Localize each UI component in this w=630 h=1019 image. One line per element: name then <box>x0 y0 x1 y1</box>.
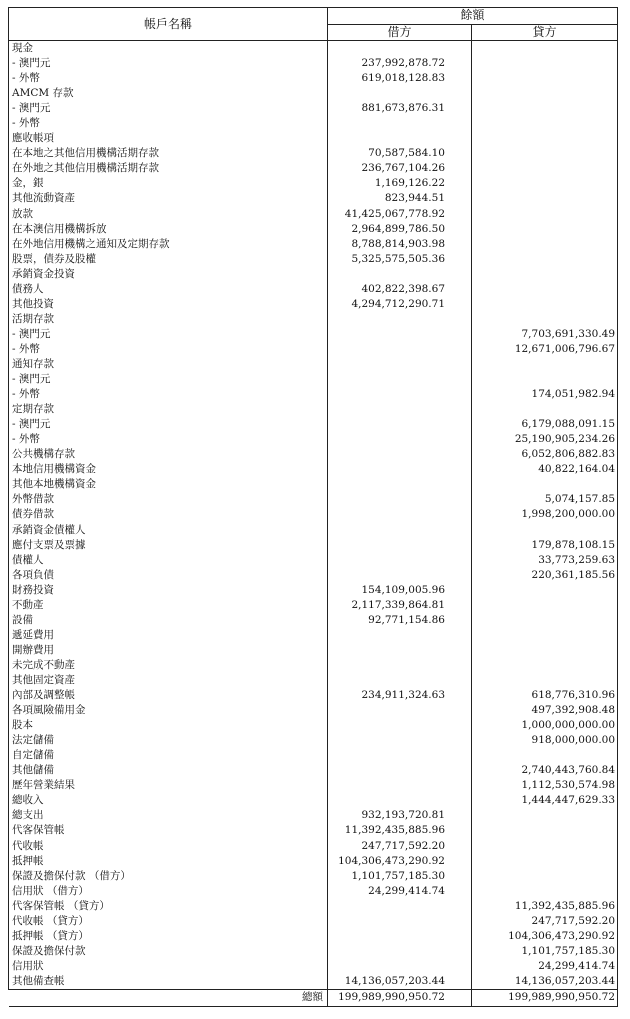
table-row <box>9 327 618 342</box>
table-row <box>9 191 618 206</box>
debit-cell: 104,306,473,290.92 <box>328 854 472 869</box>
account-name-cell: - 外幣 <box>9 387 328 402</box>
debit-header: 借方 <box>328 24 472 41</box>
table-row <box>9 207 618 222</box>
account-name-cell: 總支出 <box>9 808 328 823</box>
account-name-cell: - 澳門元 <box>9 56 328 71</box>
account-name-cell: 在本地之其他信用機構活期存款 <box>9 146 328 161</box>
debit-cell <box>328 643 472 658</box>
account-name-cell: 放款 <box>9 207 328 222</box>
account-name-cell: 代客保管帳 （貸方） <box>9 899 328 914</box>
trial-balance-sheet <box>8 7 617 1007</box>
debit-cell <box>328 778 472 793</box>
debit-cell <box>328 402 472 417</box>
account-name-cell: - 澳門元 <box>9 101 328 116</box>
credit-cell <box>472 628 618 643</box>
account-name-cell: 金，銀 <box>9 176 328 191</box>
table-row <box>9 628 618 643</box>
debit-cell <box>328 628 472 643</box>
debit-cell: 619,018,128.83 <box>328 71 472 86</box>
credit-cell <box>472 854 618 869</box>
credit-cell <box>472 161 618 176</box>
debit-cell: 247,717,592.20 <box>328 838 472 853</box>
debit-cell: 8,788,814,903.98 <box>328 237 472 252</box>
account-name-cell: 抵押帳 <box>9 854 328 869</box>
credit-cell <box>472 237 618 252</box>
table-row <box>9 673 618 688</box>
credit-cell <box>472 357 618 372</box>
table-row <box>9 808 618 823</box>
debit-cell <box>328 372 472 387</box>
account-name-cell: 不動產 <box>9 598 328 613</box>
table-row <box>9 538 618 553</box>
table-row <box>9 146 618 161</box>
credit-cell <box>472 823 618 838</box>
table-row <box>9 357 618 372</box>
balance-header: 餘額 <box>328 8 618 25</box>
account-name-cell: 現金 <box>9 41 328 57</box>
debit-cell: 2,964,899,786.50 <box>328 222 472 237</box>
credit-cell: 6,052,806,882.83 <box>472 447 618 462</box>
debit-cell <box>328 538 472 553</box>
debit-cell: 881,673,876.31 <box>328 101 472 116</box>
account-name-cell: 其他流動資產 <box>9 191 328 206</box>
table-row <box>9 598 618 613</box>
table-row <box>9 161 618 176</box>
table-row <box>9 312 618 327</box>
table-row <box>9 929 618 944</box>
account-name-cell: 法定儲備 <box>9 733 328 748</box>
credit-cell <box>472 191 618 206</box>
account-name-cell: 在外地之其他信用機構活期存款 <box>9 161 328 176</box>
account-name-cell: 保證及擔保付款 <box>9 944 328 959</box>
account-name-cell: 承銷資金債權人 <box>9 523 328 538</box>
credit-cell <box>472 86 618 101</box>
account-name-cell: 應收帳項 <box>9 131 328 146</box>
total-debit: 199,989,990,950.72 <box>328 989 472 1006</box>
debit-cell <box>328 131 472 146</box>
account-name-cell: 股本 <box>9 718 328 733</box>
table-row <box>9 56 618 71</box>
table-row <box>9 884 618 899</box>
debit-cell <box>328 718 472 733</box>
table-row <box>9 477 618 492</box>
account-name-cell: 應付支票及票據 <box>9 538 328 553</box>
debit-cell <box>328 658 472 673</box>
table-row <box>9 282 618 297</box>
table-row <box>9 402 618 417</box>
account-name-cell: 各項風險備用金 <box>9 703 328 718</box>
debit-cell <box>328 733 472 748</box>
credit-cell: 918,000,000.00 <box>472 733 618 748</box>
account-name-cell: 遞延費用 <box>9 628 328 643</box>
debit-cell: 237,992,878.72 <box>328 56 472 71</box>
credit-cell <box>472 808 618 823</box>
table-row <box>9 116 618 131</box>
table-row <box>9 703 618 718</box>
debit-cell <box>328 342 472 357</box>
credit-cell: 6,179,088,091.15 <box>472 417 618 432</box>
debit-cell: 41,425,067,778.92 <box>328 207 472 222</box>
table-row <box>9 763 618 778</box>
account-name-cell: 代收帳 <box>9 838 328 853</box>
table-row <box>9 462 618 477</box>
debit-cell <box>328 432 472 447</box>
debit-cell: 154,109,005.96 <box>328 583 472 598</box>
account-name-cell: - 外幣 <box>9 71 328 86</box>
table-row <box>9 553 618 568</box>
account-name-cell: 信用狀 （借方） <box>9 884 328 899</box>
account-name-cell: 抵押帳 （貸方） <box>9 929 328 944</box>
account-name-cell: 債權人 <box>9 553 328 568</box>
table-row <box>9 568 618 583</box>
credit-cell <box>472 748 618 763</box>
debit-cell <box>328 357 472 372</box>
debit-cell: 70,587,584.10 <box>328 146 472 161</box>
table-row <box>9 823 618 838</box>
debit-cell <box>328 387 472 402</box>
debit-cell: 1,101,757,185.30 <box>328 869 472 884</box>
table-row <box>9 869 618 884</box>
credit-cell: 40,822,164.04 <box>472 462 618 477</box>
table-row <box>9 176 618 191</box>
credit-cell <box>472 56 618 71</box>
account-name-cell: 其他固定資產 <box>9 673 328 688</box>
credit-cell: 14,136,057,203.44 <box>472 974 618 990</box>
credit-cell: 247,717,592.20 <box>472 914 618 929</box>
credit-cell <box>472 312 618 327</box>
table-row <box>9 583 618 598</box>
debit-cell: 11,392,435,885.96 <box>328 823 472 838</box>
debit-cell <box>328 41 472 57</box>
account-name-cell: 其他儲備 <box>9 763 328 778</box>
credit-cell: 33,773,259.63 <box>472 553 618 568</box>
debit-cell <box>328 959 472 974</box>
credit-cell <box>472 884 618 899</box>
credit-cell <box>472 297 618 312</box>
debit-cell: 402,822,398.67 <box>328 282 472 297</box>
credit-cell <box>472 207 618 222</box>
credit-cell: 12,671,006,796.67 <box>472 342 618 357</box>
account-name-cell: 代收帳 （貸方） <box>9 914 328 929</box>
account-name-cell: 其他投資 <box>9 297 328 312</box>
credit-cell <box>472 613 618 628</box>
table-row <box>9 86 618 101</box>
table-row <box>9 523 618 538</box>
credit-cell <box>472 41 618 57</box>
debit-cell <box>328 477 472 492</box>
table-row <box>9 959 618 974</box>
debit-cell: 5,325,575,505.36 <box>328 252 472 267</box>
credit-cell: 104,306,473,290.92 <box>472 929 618 944</box>
account-name-cell: 債務人 <box>9 282 328 297</box>
debit-cell <box>328 673 472 688</box>
account-name-cell: 定期存款 <box>9 402 328 417</box>
account-name-cell: 設備 <box>9 613 328 628</box>
debit-cell <box>328 703 472 718</box>
credit-cell: 2,740,443,760.84 <box>472 763 618 778</box>
account-name-cell: 通知存款 <box>9 357 328 372</box>
credit-cell: 5,074,157.85 <box>472 492 618 507</box>
table-row <box>9 974 618 990</box>
credit-cell: 1,101,757,185.30 <box>472 944 618 959</box>
account-name-cell: 開辦費用 <box>9 643 328 658</box>
table-row <box>9 447 618 462</box>
credit-cell: 11,392,435,885.96 <box>472 899 618 914</box>
account-name-cell: 股票，債券及股權 <box>9 252 328 267</box>
table-row <box>9 748 618 763</box>
table-row <box>9 643 618 658</box>
debit-cell <box>328 327 472 342</box>
credit-cell <box>472 402 618 417</box>
credit-cell <box>472 267 618 282</box>
credit-cell <box>472 101 618 116</box>
account-name-cell: - 外幣 <box>9 342 328 357</box>
table-row <box>9 613 618 628</box>
credit-cell <box>472 372 618 387</box>
account-name-cell: 活期存款 <box>9 312 328 327</box>
table-row <box>9 417 618 432</box>
credit-header: 貸方 <box>472 24 618 41</box>
credit-cell <box>472 176 618 191</box>
table-row <box>9 237 618 252</box>
table-row <box>9 131 618 146</box>
debit-cell <box>328 492 472 507</box>
account-name-header: 帳戶名稱 <box>9 8 328 41</box>
table-row <box>9 297 618 312</box>
debit-cell: 14,136,057,203.44 <box>328 974 472 990</box>
table-row <box>9 342 618 357</box>
account-name-cell: 總收入 <box>9 793 328 808</box>
credit-cell <box>472 252 618 267</box>
total-row <box>9 989 618 1006</box>
debit-cell: 823,944.51 <box>328 191 472 206</box>
table-row <box>9 267 618 282</box>
account-name-cell: 其他備查帳 <box>9 974 328 990</box>
balance-table <box>8 7 618 1007</box>
account-name-cell: - 澳門元 <box>9 372 328 387</box>
debit-cell <box>328 929 472 944</box>
credit-cell: 24,299,414.74 <box>472 959 618 974</box>
table-row <box>9 387 618 402</box>
account-name-cell: 信用狀 <box>9 959 328 974</box>
credit-cell: 25,190,905,234.26 <box>472 432 618 447</box>
debit-cell <box>328 86 472 101</box>
credit-cell: 1,000,000,000.00 <box>472 718 618 733</box>
account-name-cell: 本地信用機構資金 <box>9 462 328 477</box>
table-row <box>9 838 618 853</box>
credit-cell <box>472 658 618 673</box>
account-name-cell: 保證及擔保付款 （借方） <box>9 869 328 884</box>
table-row <box>9 432 618 447</box>
credit-cell <box>472 673 618 688</box>
credit-cell <box>472 598 618 613</box>
total-label: 總額 <box>9 989 328 1006</box>
credit-cell <box>472 838 618 853</box>
table-row <box>9 778 618 793</box>
account-name-cell: 自定儲備 <box>9 748 328 763</box>
credit-cell: 497,392,908.48 <box>472 703 618 718</box>
table-body <box>9 41 618 990</box>
account-name-cell: 公共機構存款 <box>9 447 328 462</box>
account-name-cell: 代客保管帳 <box>9 823 328 838</box>
debit-cell <box>328 312 472 327</box>
total-credit: 199,989,990,950.72 <box>472 989 618 1006</box>
credit-cell <box>472 146 618 161</box>
credit-cell <box>472 131 618 146</box>
credit-cell <box>472 643 618 658</box>
table-row <box>9 222 618 237</box>
account-name-cell: AMCM 存款 <box>9 86 328 101</box>
credit-cell <box>472 583 618 598</box>
debit-cell: 92,771,154.86 <box>328 613 472 628</box>
table-row <box>9 252 618 267</box>
table-row <box>9 854 618 869</box>
account-name-cell: - 澳門元 <box>9 417 328 432</box>
account-name-cell: 各項負債 <box>9 568 328 583</box>
table-row <box>9 658 618 673</box>
debit-cell: 932,193,720.81 <box>328 808 472 823</box>
account-name-cell: 債券借款 <box>9 507 328 522</box>
debit-cell <box>328 553 472 568</box>
credit-cell: 220,361,185.56 <box>472 568 618 583</box>
account-name-cell: 在本澳信用機構拆放 <box>9 222 328 237</box>
account-name-cell: - 外幣 <box>9 116 328 131</box>
table-row <box>9 944 618 959</box>
debit-cell: 4,294,712,290.71 <box>328 297 472 312</box>
credit-cell <box>472 523 618 538</box>
table-row <box>9 914 618 929</box>
credit-cell: 618,776,310.96 <box>472 688 618 703</box>
credit-cell <box>472 477 618 492</box>
table-row <box>9 688 618 703</box>
account-name-cell: - 外幣 <box>9 432 328 447</box>
credit-cell: 1,112,530,574.98 <box>472 778 618 793</box>
debit-cell <box>328 267 472 282</box>
table-row <box>9 793 618 808</box>
debit-cell <box>328 914 472 929</box>
table-row <box>9 899 618 914</box>
debit-cell <box>328 447 472 462</box>
credit-cell: 7,703,691,330.49 <box>472 327 618 342</box>
credit-cell: 1,998,200,000.00 <box>472 507 618 522</box>
debit-cell <box>328 944 472 959</box>
account-name-cell: 財務投資 <box>9 583 328 598</box>
debit-cell: 234,911,324.63 <box>328 688 472 703</box>
debit-cell <box>328 899 472 914</box>
account-name-cell: 其他本地機構資金 <box>9 477 328 492</box>
debit-cell <box>328 793 472 808</box>
debit-cell: 1,169,126.22 <box>328 176 472 191</box>
debit-cell <box>328 417 472 432</box>
table-row <box>9 492 618 507</box>
account-name-cell: 未完成不動產 <box>9 658 328 673</box>
debit-cell: 2,117,339,864.81 <box>328 598 472 613</box>
table-row <box>9 507 618 522</box>
table-row <box>9 71 618 86</box>
credit-cell <box>472 116 618 131</box>
account-name-cell: 承銷資金投資 <box>9 267 328 282</box>
account-name-cell: 歷年營業結果 <box>9 778 328 793</box>
account-name-cell: 在外地信用機構之通知及定期存款 <box>9 237 328 252</box>
credit-cell <box>472 71 618 86</box>
debit-cell <box>328 568 472 583</box>
debit-cell <box>328 748 472 763</box>
table-row <box>9 733 618 748</box>
account-name-cell: 外幣借款 <box>9 492 328 507</box>
table-row <box>9 101 618 116</box>
debit-cell <box>328 462 472 477</box>
debit-cell <box>328 763 472 778</box>
debit-cell <box>328 116 472 131</box>
debit-cell <box>328 507 472 522</box>
credit-cell <box>472 222 618 237</box>
debit-cell: 236,767,104.26 <box>328 161 472 176</box>
credit-cell: 174,051,982.94 <box>472 387 618 402</box>
debit-cell <box>328 523 472 538</box>
table-row <box>9 372 618 387</box>
account-name-cell: 內部及調整帳 <box>9 688 328 703</box>
credit-cell <box>472 869 618 884</box>
credit-cell: 179,878,108.15 <box>472 538 618 553</box>
account-name-cell: - 澳門元 <box>9 327 328 342</box>
credit-cell <box>472 282 618 297</box>
table-row <box>9 718 618 733</box>
credit-cell: 1,444,447,629.33 <box>472 793 618 808</box>
table-row <box>9 41 618 57</box>
debit-cell: 24,299,414.74 <box>328 884 472 899</box>
